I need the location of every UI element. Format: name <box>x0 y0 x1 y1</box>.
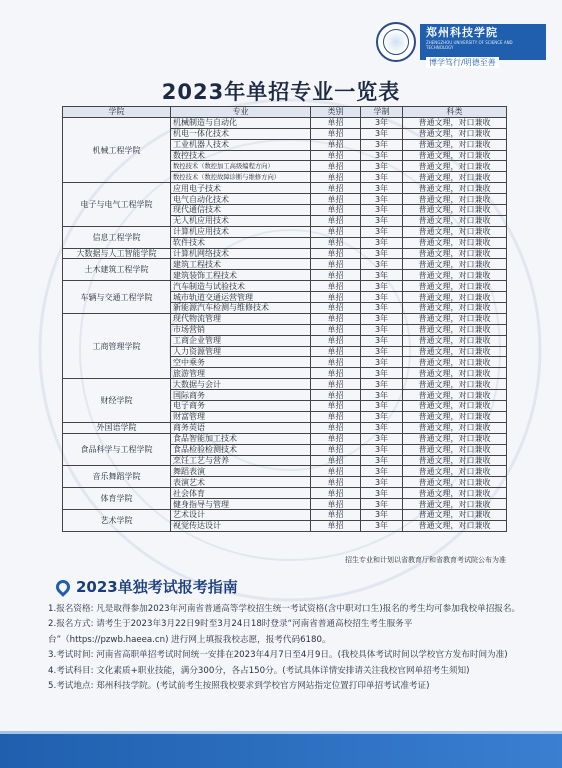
major-cell: 计算机应用技术 <box>171 226 311 237</box>
college-cell: 工商管理学院 <box>63 313 171 378</box>
category-cell: 单招 <box>311 455 361 466</box>
table-body <box>63 117 507 531</box>
duration-cell: 3年 <box>361 444 403 455</box>
school-logo <box>376 20 554 67</box>
college-cell: 外国语学院 <box>63 422 171 433</box>
major-cell: 人力资源管理 <box>171 346 311 357</box>
duration-cell: 3年 <box>361 455 403 466</box>
major-cell: 新能源汽车检测与维修技术 <box>171 303 311 314</box>
college-cell: 艺术学院 <box>63 509 171 531</box>
subject-cell: 普通文理，对口兼收 <box>403 477 507 488</box>
duration-cell: 3年 <box>361 150 403 161</box>
header-duration: 学制 <box>361 107 403 118</box>
major-cell: 食品智能加工技术 <box>171 433 311 444</box>
subject-cell: 普通文理，对口兼收 <box>403 368 507 379</box>
duration-cell: 3年 <box>361 401 403 412</box>
category-cell: 单招 <box>311 270 361 281</box>
guide-item: 1.报名资格: 凡是取得参加2023年河南省普通高等学校招生统一考试资格(含中职对口生)报名的考生均可参加我校单招报名。 <box>48 604 521 614</box>
subject-cell: 普通文理，对口兼收 <box>403 411 507 422</box>
duration-cell: 3年 <box>361 433 403 444</box>
table-row <box>63 248 507 259</box>
table-row <box>63 226 507 237</box>
major-cell: 市场营销 <box>171 324 311 335</box>
table-row <box>63 433 507 444</box>
subject-cell: 普通文理，对口兼收 <box>403 292 507 303</box>
duration-cell: 3年 <box>361 477 403 488</box>
category-cell: 单招 <box>311 509 361 520</box>
category-cell: 单招 <box>311 499 361 510</box>
major-cell: 电气自动化技术 <box>171 194 311 205</box>
duration-cell: 3年 <box>361 281 403 292</box>
category-cell: 单招 <box>311 237 361 248</box>
subject-cell: 普通文理，对口兼收 <box>403 357 507 368</box>
table-row <box>63 466 507 477</box>
major-cell: 电子商务 <box>171 401 311 412</box>
major-cell: 工商企业管理 <box>171 335 311 346</box>
subject-cell: 普通文理，对口兼收 <box>403 117 507 128</box>
major-cell: 食品检验检测技术 <box>171 444 311 455</box>
category-cell: 单招 <box>311 324 361 335</box>
subject-cell: 普通文理，对口兼收 <box>403 161 507 172</box>
duration-cell: 3年 <box>361 357 403 368</box>
duration-cell: 3年 <box>361 313 403 324</box>
major-cell: 数控技术（数控故障诊断与维修方向） <box>171 172 311 183</box>
category-cell: 单招 <box>311 335 361 346</box>
college-cell: 体育学院 <box>63 488 171 510</box>
subject-cell: 普通文理，对口兼收 <box>403 444 507 455</box>
subject-cell: 普通文理，对口兼收 <box>403 324 507 335</box>
table-row <box>63 117 507 128</box>
college-cell: 食品科学与工程学院 <box>63 433 171 466</box>
location-pin-icon <box>53 577 73 597</box>
header-major: 专业 <box>171 107 311 118</box>
header-category: 类别 <box>311 107 361 118</box>
brand-box <box>420 24 546 67</box>
category-cell: 单招 <box>311 117 361 128</box>
category-cell: 单招 <box>311 226 361 237</box>
category-cell: 单招 <box>311 411 361 422</box>
duration-cell: 3年 <box>361 194 403 205</box>
table-row <box>63 422 507 433</box>
major-cell: 软件技术 <box>171 237 311 248</box>
majors-table <box>62 106 507 532</box>
duration-cell: 3年 <box>361 346 403 357</box>
table-row <box>63 509 507 520</box>
guide-item: 3.考试时间: 河南省高职单招考试时间统一安排在2023年4月7日至4月9日。(我校具体考试时间以学校官方发布时间为准) <box>48 650 508 661</box>
subject-cell: 普通文理，对口兼收 <box>403 433 507 444</box>
header-subject: 科类 <box>403 107 507 118</box>
duration-cell: 3年 <box>361 520 403 531</box>
duration-cell: 3年 <box>361 248 403 259</box>
major-cell: 空中乘务 <box>171 357 311 368</box>
category-cell: 单招 <box>311 313 361 324</box>
bottom-bar <box>0 734 562 768</box>
duration-cell: 3年 <box>361 335 403 346</box>
college-cell: 大数据与人工智能学院 <box>63 248 171 259</box>
major-cell: 数控技术 <box>171 150 311 161</box>
subject-cell: 普通文理，对口兼收 <box>403 509 507 520</box>
table-row <box>63 259 507 270</box>
subject-cell: 普通文理，对口兼收 <box>403 237 507 248</box>
category-cell: 单招 <box>311 368 361 379</box>
major-cell: 舞蹈表演 <box>171 466 311 477</box>
subject-cell: 普通文理，对口兼收 <box>403 226 507 237</box>
duration-cell: 3年 <box>361 499 403 510</box>
college-cell: 财经学院 <box>63 379 171 423</box>
page-title: 2023年单招专业一览表 <box>161 80 401 104</box>
school-name-en: ZHENGZHOU UNIVERSITY OF SCIENCE AND TECHNOLOGY <box>426 40 513 50</box>
school-name: 郑州科技学院 <box>426 26 498 39</box>
subject-cell: 普通文理，对口兼收 <box>403 346 507 357</box>
category-cell: 单招 <box>311 128 361 139</box>
college-cell: 土木建筑工程学院 <box>63 259 171 281</box>
duration-cell: 3年 <box>361 270 403 281</box>
major-cell: 机电一体化技术 <box>171 128 311 139</box>
category-cell: 单招 <box>311 346 361 357</box>
duration-cell: 3年 <box>361 509 403 520</box>
category-cell: 单招 <box>311 466 361 477</box>
subject-cell: 普通文理，对口兼收 <box>403 194 507 205</box>
subject-cell: 普通文理，对口兼收 <box>403 313 507 324</box>
major-cell: 建筑工程技术 <box>171 259 311 270</box>
duration-cell: 3年 <box>361 237 403 248</box>
table-row <box>63 313 507 324</box>
subject-cell: 普通文理，对口兼收 <box>403 401 507 412</box>
subject-cell: 普通文理，对口兼收 <box>403 139 507 150</box>
duration-cell: 3年 <box>361 303 403 314</box>
subject-cell: 普通文理，对口兼收 <box>403 488 507 499</box>
duration-cell: 3年 <box>361 128 403 139</box>
college-cell: 电子与电气工程学院 <box>63 183 171 227</box>
major-cell: 社会体育 <box>171 488 311 499</box>
duration-cell: 3年 <box>361 215 403 226</box>
category-cell: 单招 <box>311 444 361 455</box>
subject-cell: 普通文理，对口兼收 <box>403 205 507 216</box>
major-cell: 建筑装饰工程技术 <box>171 270 311 281</box>
category-cell: 单招 <box>311 248 361 259</box>
category-cell: 单招 <box>311 422 361 433</box>
duration-cell: 3年 <box>361 172 403 183</box>
category-cell: 单招 <box>311 139 361 150</box>
guide-item: 4.考试科目: 文化素质+职业技能，满分300分，各占150分。(考试具体详情安排请关注我校官网单招考生须知) <box>48 665 470 676</box>
major-cell: 视觉传达设计 <box>171 520 311 531</box>
category-cell: 单招 <box>311 183 361 194</box>
major-cell: 现代物流管理 <box>171 313 311 324</box>
subject-cell: 普通文理，对口兼收 <box>403 303 507 314</box>
duration-cell: 3年 <box>361 379 403 390</box>
major-cell: 数控技术（数控加工高级编程方向） <box>171 161 311 172</box>
major-cell: 财富管理 <box>171 411 311 422</box>
duration-cell: 3年 <box>361 324 403 335</box>
duration-cell: 3年 <box>361 226 403 237</box>
major-cell: 国际商务 <box>171 390 311 401</box>
subject-cell: 普通文理，对口兼收 <box>403 390 507 401</box>
subject-cell: 普通文理，对口兼收 <box>403 259 507 270</box>
subject-cell: 普通文理，对口兼收 <box>403 270 507 281</box>
category-cell: 单招 <box>311 259 361 270</box>
guide-item: 2.报名方式: 请考生于2023年3月22日9时至3月24日18时登录“河南省普通高校招生考生服务平台”（https://pzwb.haeea.cn) 进行网上填报我校志愿，报考代码6180。 <box>48 619 413 645</box>
major-cell: 健身指导与管理 <box>171 499 311 510</box>
subject-cell: 普通文理，对口兼收 <box>403 466 507 477</box>
guide-title <box>56 576 238 597</box>
category-cell: 单招 <box>311 488 361 499</box>
major-cell: 烹饪工艺与营养 <box>171 455 311 466</box>
table-row <box>63 488 507 499</box>
category-cell: 单招 <box>311 520 361 531</box>
table-row <box>63 183 507 194</box>
duration-cell: 3年 <box>361 488 403 499</box>
major-cell: 计算机网络技术 <box>171 248 311 259</box>
duration-cell: 3年 <box>361 422 403 433</box>
category-cell: 单招 <box>311 292 361 303</box>
category-cell: 单招 <box>311 194 361 205</box>
subject-cell: 普通文理，对口兼收 <box>403 183 507 194</box>
duration-cell: 3年 <box>361 183 403 194</box>
table-row <box>63 379 507 390</box>
college-cell: 音乐舞蹈学院 <box>63 466 171 488</box>
category-cell: 单招 <box>311 390 361 401</box>
guide-title-text: 2023单独考试报考指南 <box>76 578 238 596</box>
duration-cell: 3年 <box>361 205 403 216</box>
subject-cell: 普通文理，对口兼收 <box>403 281 507 292</box>
subject-cell: 普通文理，对口兼收 <box>403 128 507 139</box>
duration-cell: 3年 <box>361 411 403 422</box>
major-cell: 表演艺术 <box>171 477 311 488</box>
duration-cell: 3年 <box>361 161 403 172</box>
college-cell: 车辆与交通工程学院 <box>63 281 171 314</box>
major-cell: 大数据与会计 <box>171 379 311 390</box>
subject-cell: 普通文理，对口兼收 <box>403 499 507 510</box>
table-header-row <box>63 107 507 118</box>
subject-cell: 普通文理，对口兼收 <box>403 422 507 433</box>
major-cell: 旅游管理 <box>171 368 311 379</box>
subject-cell: 普通文理，对口兼收 <box>403 455 507 466</box>
major-cell: 应用电子技术 <box>171 183 311 194</box>
subject-cell: 普通文理，对口兼收 <box>403 150 507 161</box>
major-cell: 无人机应用技术 <box>171 215 311 226</box>
college-cell: 机械工程学院 <box>63 117 171 182</box>
duration-cell: 3年 <box>361 292 403 303</box>
category-cell: 单招 <box>311 150 361 161</box>
major-cell: 现代通信技术 <box>171 205 311 216</box>
subject-cell: 普通文理，对口兼收 <box>403 520 507 531</box>
school-seal-icon <box>376 22 416 62</box>
category-cell: 单招 <box>311 401 361 412</box>
major-cell: 汽车制造与试验技术 <box>171 281 311 292</box>
duration-cell: 3年 <box>361 390 403 401</box>
category-cell: 单招 <box>311 477 361 488</box>
major-cell: 商务英语 <box>171 422 311 433</box>
duration-cell: 3年 <box>361 259 403 270</box>
category-cell: 单招 <box>311 281 361 292</box>
category-cell: 单招 <box>311 433 361 444</box>
header-college: 学院 <box>63 107 171 118</box>
category-cell: 单招 <box>311 172 361 183</box>
subject-cell: 普通文理，对口兼收 <box>403 335 507 346</box>
category-cell: 单招 <box>311 303 361 314</box>
subject-cell: 普通文理，对口兼收 <box>403 215 507 226</box>
college-cell: 信息工程学院 <box>63 226 171 248</box>
category-cell: 单招 <box>311 357 361 368</box>
major-cell: 工业机器人技术 <box>171 139 311 150</box>
school-motto: 博学笃行/明德至善 <box>426 57 499 68</box>
category-cell: 单招 <box>311 205 361 216</box>
duration-cell: 3年 <box>361 368 403 379</box>
category-cell: 单招 <box>311 161 361 172</box>
guide-item: 5.考试地点: 郑州科技学院。(考试前考生按照我校要求到学校官方网站指定位置打印单招考试准考证) <box>48 681 430 692</box>
subject-cell: 普通文理，对口兼收 <box>403 248 507 259</box>
footnote: 招生专业和计划以省教育厅和省教育考试院公布为准 <box>345 556 506 564</box>
subject-cell: 普通文理，对口兼收 <box>403 172 507 183</box>
majors-table-wrap <box>62 106 506 532</box>
duration-cell: 3年 <box>361 139 403 150</box>
major-cell: 城市轨道交通运营管理 <box>171 292 311 303</box>
duration-cell: 3年 <box>361 117 403 128</box>
duration-cell: 3年 <box>361 466 403 477</box>
category-cell: 单招 <box>311 379 361 390</box>
table-row <box>63 281 507 292</box>
subject-cell: 普通文理，对口兼收 <box>403 379 507 390</box>
major-cell: 机械制造与自动化 <box>171 117 311 128</box>
major-cell: 艺术设计 <box>171 509 311 520</box>
category-cell: 单招 <box>311 215 361 226</box>
guide-list <box>48 602 524 694</box>
